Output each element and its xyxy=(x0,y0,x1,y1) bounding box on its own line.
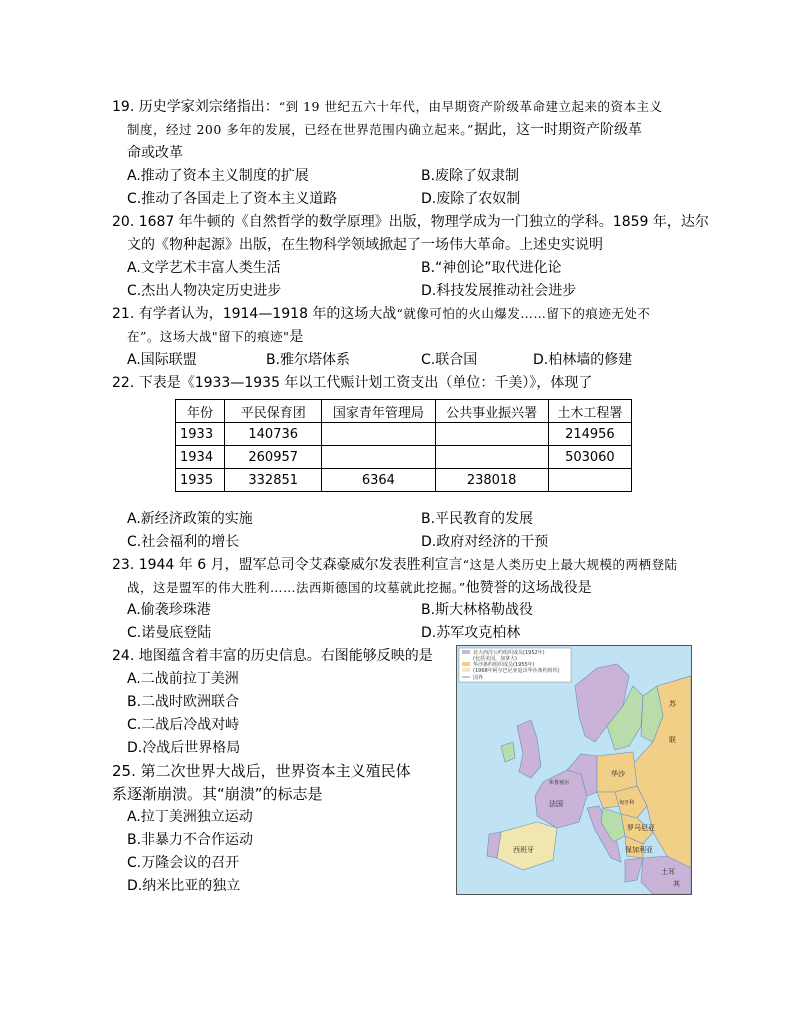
label-brussels: 布鲁塞尔 xyxy=(549,780,570,786)
legend-text: 国界 xyxy=(473,675,484,681)
table-cell: 6364 xyxy=(322,469,435,492)
legend-text: (1968年阿尔巴尼亚退出华沙条约组织) xyxy=(473,668,560,674)
q19-option-b: B.废除了奴隶制 xyxy=(421,168,520,184)
q19-stem-line1: 19. 历史学家刘宗绪指出：“到 19 世纪五六十年代，由早期资产阶级革命建立起来的资本主义 xyxy=(112,99,663,115)
map-svg xyxy=(457,646,691,894)
table-cell: 214956 xyxy=(548,423,631,446)
table-row xyxy=(176,423,632,446)
q22-stem: 22. 下表是《1933—1935 年以工代赈计划工资支出（单位：千美）》，体现了 xyxy=(112,375,593,391)
q22-option-a: A.新经济政策的实施 xyxy=(127,511,253,527)
legend-text: 华沙条约组织成员(1955年) xyxy=(473,662,535,668)
q23-option-c: C.诺曼底登陆 xyxy=(127,625,212,641)
q22-option-d: D.政府对经济的干预 xyxy=(421,534,549,550)
q23-option-b: B.斯大林格勒战役 xyxy=(421,602,534,618)
q22-option-b: B.平民教育的发展 xyxy=(421,511,534,527)
q23-option-a: A.偷袭珍珠港 xyxy=(127,602,211,618)
q19-option-d: D.废除了农奴制 xyxy=(421,191,521,207)
label-hungary: 匈牙利 xyxy=(619,800,635,806)
q25-option-c: C.万隆会议的召开 xyxy=(127,855,240,871)
table-header-row xyxy=(176,400,632,423)
q23-option-d: D.苏军攻克柏林 xyxy=(421,625,521,641)
q25-option-a: A.拉丁美洲独立运动 xyxy=(127,809,253,825)
q24-option-d: D.冷战后世界格局 xyxy=(127,740,241,756)
q20-option-c: C.杰出人物决定历史进步 xyxy=(127,283,282,299)
q23-stem-line2: 战，这是盟军的伟大胜利……法西斯德国的坟墓就此挖掘。”他赞誉的这场战役是 xyxy=(127,580,592,596)
legend-text: 北大西洋公约组织成员(1952年) xyxy=(473,650,545,656)
table-header: 公共事业振兴署 xyxy=(435,400,548,423)
legend-swatch-nato xyxy=(462,650,470,654)
table-header: 土木工程署 xyxy=(548,400,631,423)
q25-stem-line1: 25. 第二次世界大战后，世界资本主义殖民体 xyxy=(112,762,411,780)
table-row xyxy=(176,469,632,492)
q24-stem: 24. 地图蕴含着丰富的历史信息。右图能够反映的是 xyxy=(112,648,433,664)
label-france: 法国 xyxy=(549,800,563,808)
europe-cold-war-map xyxy=(456,645,692,895)
table-cell xyxy=(322,446,435,469)
label-bulgaria: 保加利亚 xyxy=(625,846,653,854)
q19-option-a: A.推动了资本主义制度的扩展 xyxy=(127,168,309,184)
label-turkey-1: 土耳 xyxy=(661,868,675,876)
q21-option-d: D.柏林墙的修建 xyxy=(533,352,633,368)
q20-option-b: B.“神创论”取代进化论 xyxy=(421,260,562,276)
q24-option-c: C.二战后冷战对峙 xyxy=(127,717,240,733)
table-header: 平民保育团 xyxy=(225,400,322,423)
q24-option-a: A.二战前拉丁美洲 xyxy=(127,671,239,687)
q20-option-a: A.文学艺术丰富人类生活 xyxy=(127,260,281,276)
label-soviet-2: 联 xyxy=(669,736,676,744)
table-cell: 332851 xyxy=(225,469,322,492)
table-row xyxy=(176,446,632,469)
label-soviet-1: 苏 xyxy=(669,700,676,708)
label-turkey-2: 其 xyxy=(673,880,680,888)
label-romania: 罗马尼亚 xyxy=(627,824,655,832)
q21-option-b: B.雅尔塔体系 xyxy=(266,352,351,368)
q19-stem-line3: 命或改革 xyxy=(127,145,183,161)
q23-stem-line1: 23. 1944 年 6 月，盟军总司令艾森豪威尔发表胜利宣言“这是人类历史上最大规模的两栖登陆 xyxy=(112,557,678,573)
q21-stem-line2: 在”。这场大战"留下的痕迹"是 xyxy=(127,329,304,345)
label-warsaw: 华沙 xyxy=(611,770,625,778)
table-cell: 503060 xyxy=(548,446,631,469)
table-cell xyxy=(435,446,548,469)
table-cell: 260957 xyxy=(225,446,322,469)
q21-option-c: C.联合国 xyxy=(421,352,478,368)
table-header: 年份 xyxy=(176,400,225,423)
label-spain: 西班牙 xyxy=(513,846,534,854)
table-cell: 1933 xyxy=(176,423,225,446)
q19-option-c: C.推动了各国走上了资本主义道路 xyxy=(127,191,338,207)
table-cell xyxy=(435,423,548,446)
q25-option-d: D.纳米比亚的独立 xyxy=(127,878,241,894)
table-cell xyxy=(322,423,435,446)
wage-table xyxy=(175,399,632,492)
legend-swatch-warsaw xyxy=(462,662,470,666)
table-cell: 1935 xyxy=(176,469,225,492)
table-cell: 238018 xyxy=(435,469,548,492)
q22-option-c: C.社会福利的增长 xyxy=(127,534,240,550)
q21-stem-line1: 21. 有学者认为，1914—1918 年的这场大战“就像可怕的火山爆发……留下的痕迹无处不 xyxy=(112,306,651,322)
q20-option-d: D.科技发展推动社会进步 xyxy=(421,283,577,299)
q20-stem-line2: 文的《物种起源》出版，在生物科学领域掀起了一场伟大革命。上述史实说明 xyxy=(127,237,603,253)
table-cell xyxy=(548,469,631,492)
table-cell: 140736 xyxy=(225,423,322,446)
q19-stem-line2: 制度，经过 200 多年的发展，已经在世界范围内确立起来。”据此，这一时期资产阶级革 xyxy=(127,122,642,138)
q21-option-a: A.国际联盟 xyxy=(127,352,197,368)
table-cell: 1934 xyxy=(176,446,225,469)
table-header: 国家青年管理局 xyxy=(322,400,435,423)
q25-stem-line2: 系逐渐崩溃。其“崩溃”的标志是 xyxy=(112,785,323,803)
q24-option-b: B.二战时欧洲联合 xyxy=(127,694,240,710)
legend-text: (包括美国、加拿大) xyxy=(473,656,517,662)
q25-option-b: B.非暴力不合作运动 xyxy=(127,832,254,848)
legend-swatch-albania xyxy=(462,668,470,672)
q20-stem-line1: 20. 1687 年牛顿的《自然哲学的数学原理》出版，物理学成为一门独立的学科。1859 年，达尔 xyxy=(112,214,709,230)
